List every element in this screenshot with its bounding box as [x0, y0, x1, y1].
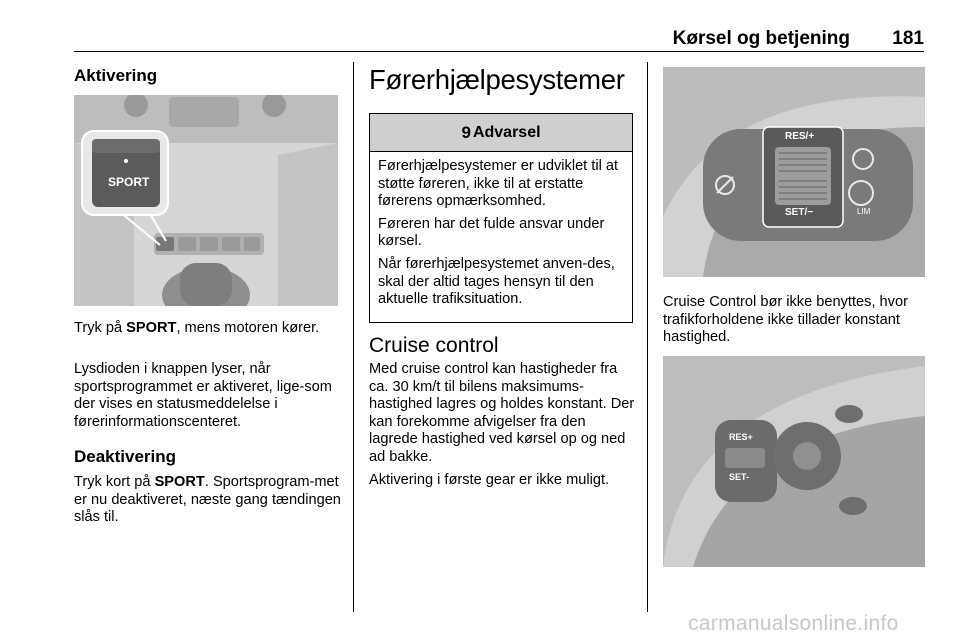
warning-title: Advarsel	[472, 123, 541, 141]
steering-wheel-illustration	[663, 356, 925, 567]
console-illustration	[74, 95, 338, 306]
heading-deactivation: Deaktivering	[74, 447, 177, 466]
paragraph: Med cruise control kan hastigheder fra ca. 30 km/t til bilens maksimums-hastighed lagres og holdes konstant. Der kan forekomme afvigelser fra den lagrede hastighed ved kørsel op og ned ad bakke.	[369, 361, 635, 465]
bold-term: SPORT	[154, 474, 205, 490]
text-run: Tryk på	[74, 320, 127, 336]
sport-button-photo	[74, 95, 338, 306]
bold-term: SPORT	[126, 320, 177, 336]
set-label: SET-	[729, 472, 750, 482]
res-label: RES/+	[785, 131, 815, 142]
steering-wheel-illustration	[663, 67, 925, 277]
section-title: Førerhjælpesystemer	[369, 64, 625, 95]
set-label: SET/−	[785, 207, 814, 218]
column-divider	[647, 62, 648, 612]
page-header-title: Kørsel og betjening	[672, 28, 850, 49]
header-rule	[74, 51, 924, 52]
text-run: , mens motoren kører.	[176, 320, 320, 336]
watermark: carmanualsonline.info	[688, 612, 899, 635]
paragraph	[74, 320, 334, 338]
paragraph: Aktivering i første gear er ikke muligt.	[369, 472, 610, 488]
warning-icon: 9	[461, 122, 471, 142]
text-run: Tryk kort på	[74, 474, 155, 490]
warning-paragraph: Når førerhjælpesystemet anven-des, skal der altid tages hensyn til den aktuelle trafiksituation.	[378, 255, 615, 308]
paragraph	[74, 474, 342, 527]
warning-body	[370, 152, 632, 309]
subsection-title: Cruise control	[369, 334, 499, 357]
warning-box	[369, 113, 633, 323]
sport-button-label: SPORT	[108, 175, 150, 189]
column-divider	[353, 62, 354, 612]
paragraph: Lysdioden i knappen lyser, når sportsprogrammet er aktiveret, lige-som der vises en statusmeddelelse i førerinformationscenteret.	[74, 361, 332, 430]
lim-label: LIM	[857, 207, 871, 216]
text-run: . Sportsprogram-met er nu deaktiveret, næste gang tændingen slås til.	[74, 474, 341, 526]
caption: Cruise Control bør ikke benyttes, hvor trafikforholdene ikke tillader konstant hastighed.	[663, 294, 908, 346]
warning-header	[370, 114, 632, 152]
warning-paragraph: Føreren har det fulde ansvar under kørsel.	[378, 215, 605, 250]
warning-paragraph: Førerhjælpesystemer er udviklet til at støtte føreren, ikke til at erstatte førerens opmærksomhed.	[378, 158, 619, 210]
page-number: 181	[892, 28, 924, 49]
heading-activation: Aktivering	[74, 66, 158, 85]
cruise-control-switch-photo	[663, 67, 925, 277]
res-label: RES+	[729, 432, 753, 442]
steering-wheel-controls-photo	[663, 356, 925, 567]
